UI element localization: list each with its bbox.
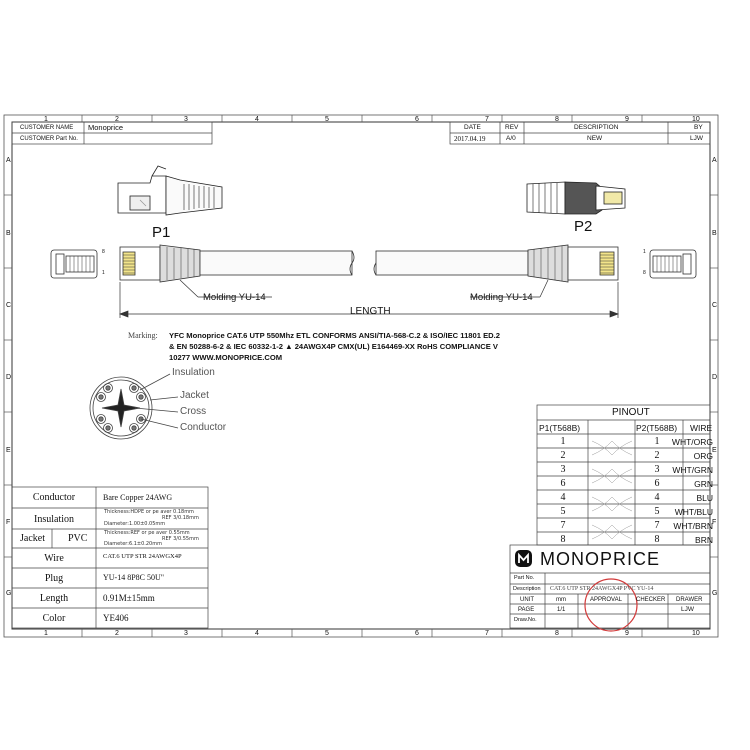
- pinout-p1-pin: 1: [560, 436, 566, 447]
- pinout-p2-pin: 4: [654, 492, 660, 503]
- date-label: DATE: [464, 124, 481, 131]
- spec-label: Insulation: [34, 514, 74, 525]
- spec-sub-label: PVC: [68, 533, 88, 544]
- tb-description-value: CAT.6 UTP STR 24AWGX4P PVC YU-14: [550, 586, 654, 592]
- pinout-p2-pin: 3: [654, 464, 660, 475]
- pinout-wire-color: WHT/ORG: [671, 437, 713, 447]
- page-value: 1/1: [557, 607, 566, 613]
- pinout-p2-pin: 1: [654, 436, 660, 447]
- pinout-p1-pin: 6: [560, 478, 566, 489]
- spec-row-conductor: [12, 487, 208, 508]
- rev-value: A/0: [506, 135, 516, 142]
- row-letter: E: [712, 447, 717, 454]
- spec-note: Thickness:HDPE or pe aver 0.18mm: [104, 509, 194, 515]
- column-number: 6: [415, 116, 419, 123]
- table-row: [537, 518, 717, 532]
- pinout-p1-pin: 7: [560, 520, 566, 531]
- column-number: 10: [692, 116, 700, 123]
- spec-label: Jacket: [20, 533, 45, 544]
- molding-left-label: Molding YU-14: [203, 292, 266, 303]
- row-letter: D: [712, 374, 718, 381]
- spec-label: Conductor: [32, 492, 76, 503]
- table-row: [537, 448, 717, 462]
- p2-label: P2: [574, 218, 593, 235]
- column-number: 8: [555, 630, 559, 637]
- column-number: 2: [115, 630, 119, 637]
- spec-label: Length: [39, 593, 69, 604]
- row-letter: B: [6, 230, 11, 237]
- row-letter: C: [712, 302, 718, 309]
- plug-pin-number: 1: [643, 249, 646, 255]
- pinout-header-wire: WIRE: [690, 423, 713, 433]
- pinout-p2-pin: 8: [654, 534, 660, 545]
- rev-label: REV: [505, 124, 519, 131]
- spec-row-insulation: [12, 508, 208, 529]
- spec-row-wire: [12, 548, 208, 568]
- drawer-value: LJW: [681, 606, 694, 613]
- row-letter: A: [712, 157, 717, 164]
- pinout-p1-pin: 3: [560, 464, 566, 475]
- pinout-wire-color: GRN: [694, 479, 713, 489]
- monoprice-logo-mark: [515, 550, 532, 567]
- page-label: PAGE: [518, 607, 535, 613]
- cross-section-label-jacket: Jacket: [180, 390, 209, 401]
- column-number: 9: [625, 116, 629, 123]
- spec-table: [12, 487, 208, 628]
- spec-note: Diameter:6.1±0.20mm: [104, 541, 162, 547]
- pinout-wire-color: WHT/BLU: [674, 507, 713, 517]
- column-number: 3: [184, 116, 188, 123]
- column-number: 5: [325, 630, 329, 637]
- pinout-p1-pin: 2: [560, 450, 566, 461]
- marking-line: & EN 50288-6-2 & IEC 60332-1-2 ▲ 24AWGX4P CMX(UL) E164469-XX RoHS COMPLIANCE V: [169, 342, 498, 351]
- table-row: [537, 490, 717, 504]
- customer-part-label: CUSTOMER Part No.: [20, 136, 78, 142]
- unit-value: mm: [556, 597, 566, 603]
- part-no-label: Part No.: [514, 575, 535, 581]
- pinout-p2-pin: 2: [654, 450, 660, 461]
- column-number: 8: [555, 116, 559, 123]
- brand-name: MONOPRICE: [540, 549, 661, 569]
- p2-side-view: [527, 182, 625, 214]
- spec-label: Color: [42, 613, 66, 624]
- spec-row-plug: [12, 568, 208, 588]
- row-letter: E: [6, 447, 11, 454]
- spec-row-jacket: [12, 529, 208, 548]
- by-label: BY: [694, 124, 703, 131]
- length-label: LENGTH: [350, 306, 391, 317]
- spec-note: REF 3/0.55mm: [162, 536, 199, 542]
- table-row: [537, 476, 717, 490]
- spec-row-color: [12, 608, 208, 628]
- table-row: [537, 434, 717, 448]
- approval-label: APPROVAL: [590, 597, 622, 603]
- checker-label: CHECKER: [636, 597, 666, 603]
- spec-note: Diameter:1.00±0.05mm: [104, 521, 166, 527]
- row-letter: D: [6, 374, 12, 381]
- pinout-wire-color: ORG: [693, 451, 713, 461]
- column-number: 4: [255, 116, 259, 123]
- spec-note: REF 3/0.18mm: [162, 515, 199, 521]
- column-number: 1: [44, 630, 48, 637]
- cross-section-label-conductor: Conductor: [180, 422, 227, 433]
- column-number: 7: [485, 630, 489, 637]
- pinout-wire-color: WHT/GRN: [672, 465, 713, 475]
- tb-description-label: Description: [513, 586, 541, 592]
- draw-no-label: Draw.No.: [514, 617, 537, 623]
- row-letter: F: [712, 519, 717, 526]
- molding-right-label: Molding YU-14: [470, 292, 533, 303]
- cross-section-label-cross: Cross: [180, 406, 207, 417]
- cross-section-drawing: [90, 374, 178, 439]
- spec-value: YU-14 8P8C 50U": [103, 573, 165, 582]
- pinout-p2-pin: 6: [654, 478, 660, 489]
- row-letter: G: [712, 590, 718, 597]
- unit-label: UNIT: [520, 597, 534, 603]
- column-number: 6: [415, 630, 419, 637]
- pinout-header-p1: P1(T568B): [539, 423, 581, 433]
- marking-label: Marking:: [128, 331, 158, 340]
- spec-value: CAT.6 UTP STR 24AWGX4P: [103, 553, 182, 560]
- marking-line: 10277 WWW.MONOPRICE.COM: [169, 353, 283, 362]
- plug-pin-number: 1: [102, 270, 105, 276]
- pinout-header-p2: P2(T568B): [636, 423, 678, 433]
- column-number: 10: [692, 630, 700, 637]
- spec-label: Plug: [44, 573, 64, 584]
- table-row: [537, 532, 717, 546]
- spec-value: YE406: [103, 613, 129, 623]
- pinout-wire-color: BLU: [696, 493, 713, 503]
- spec-note: Thickness:REF or pe aver 0.55mm: [104, 530, 190, 536]
- customer-name-value: Monoprice: [88, 123, 124, 132]
- pinout-p2-pin: 5: [654, 506, 660, 517]
- column-number: 7: [485, 116, 489, 123]
- row-letter: C: [6, 302, 12, 309]
- by-value: LJW: [690, 135, 703, 142]
- column-number: 5: [325, 116, 329, 123]
- cross-section-label-insulation: Insulation: [172, 367, 215, 378]
- column-number: 1: [44, 116, 48, 123]
- row-letter: B: [712, 230, 717, 237]
- column-number: 3: [184, 630, 188, 637]
- cable: [51, 245, 696, 282]
- pinout-wire-color: BRN: [695, 535, 713, 545]
- table-row: [537, 504, 717, 518]
- date-value: 2017.04.19: [454, 135, 486, 143]
- row-letter: F: [6, 519, 11, 526]
- spec-row-length: [12, 588, 208, 608]
- row-letter: G: [6, 590, 12, 597]
- table-row: [537, 462, 717, 476]
- column-number: 4: [255, 630, 259, 637]
- pinout-p1-pin: 8: [560, 534, 566, 545]
- marking-line: YFC Monoprice CAT.6 UTP 550Mhz ETL CONFORMS ANSI/TIA-568-C.2 & ISO/IEC 11801 ED.2: [169, 331, 500, 340]
- column-number: 2: [115, 116, 119, 123]
- plug-pin-number: 8: [102, 249, 105, 255]
- spec-value: Bare Copper 24AWG: [103, 493, 173, 502]
- pinout-p1-pin: 5: [560, 506, 566, 517]
- description-label: DESCRIPTION: [574, 124, 619, 131]
- pinout-rows: [537, 434, 713, 546]
- customer-name-label: CUSTOMER NAME: [20, 125, 74, 131]
- pinout-p1-pin: 4: [560, 492, 566, 503]
- p1-side-view: [118, 166, 222, 215]
- pinout-p2-pin: 7: [654, 520, 660, 531]
- p1-label: P1: [152, 224, 171, 241]
- drawer-label: DRAWER: [676, 597, 703, 603]
- pinout-wire-color: WHT/BRN: [673, 521, 713, 531]
- pinout-title: PINOUT: [612, 407, 650, 418]
- plug-pin-number: 8: [643, 270, 646, 276]
- column-number: 9: [625, 630, 629, 637]
- spec-label: Wire: [44, 553, 64, 564]
- description-value: NEW: [587, 135, 603, 142]
- spec-value: 0.91M±15mm: [103, 593, 155, 603]
- row-letter: A: [6, 157, 11, 164]
